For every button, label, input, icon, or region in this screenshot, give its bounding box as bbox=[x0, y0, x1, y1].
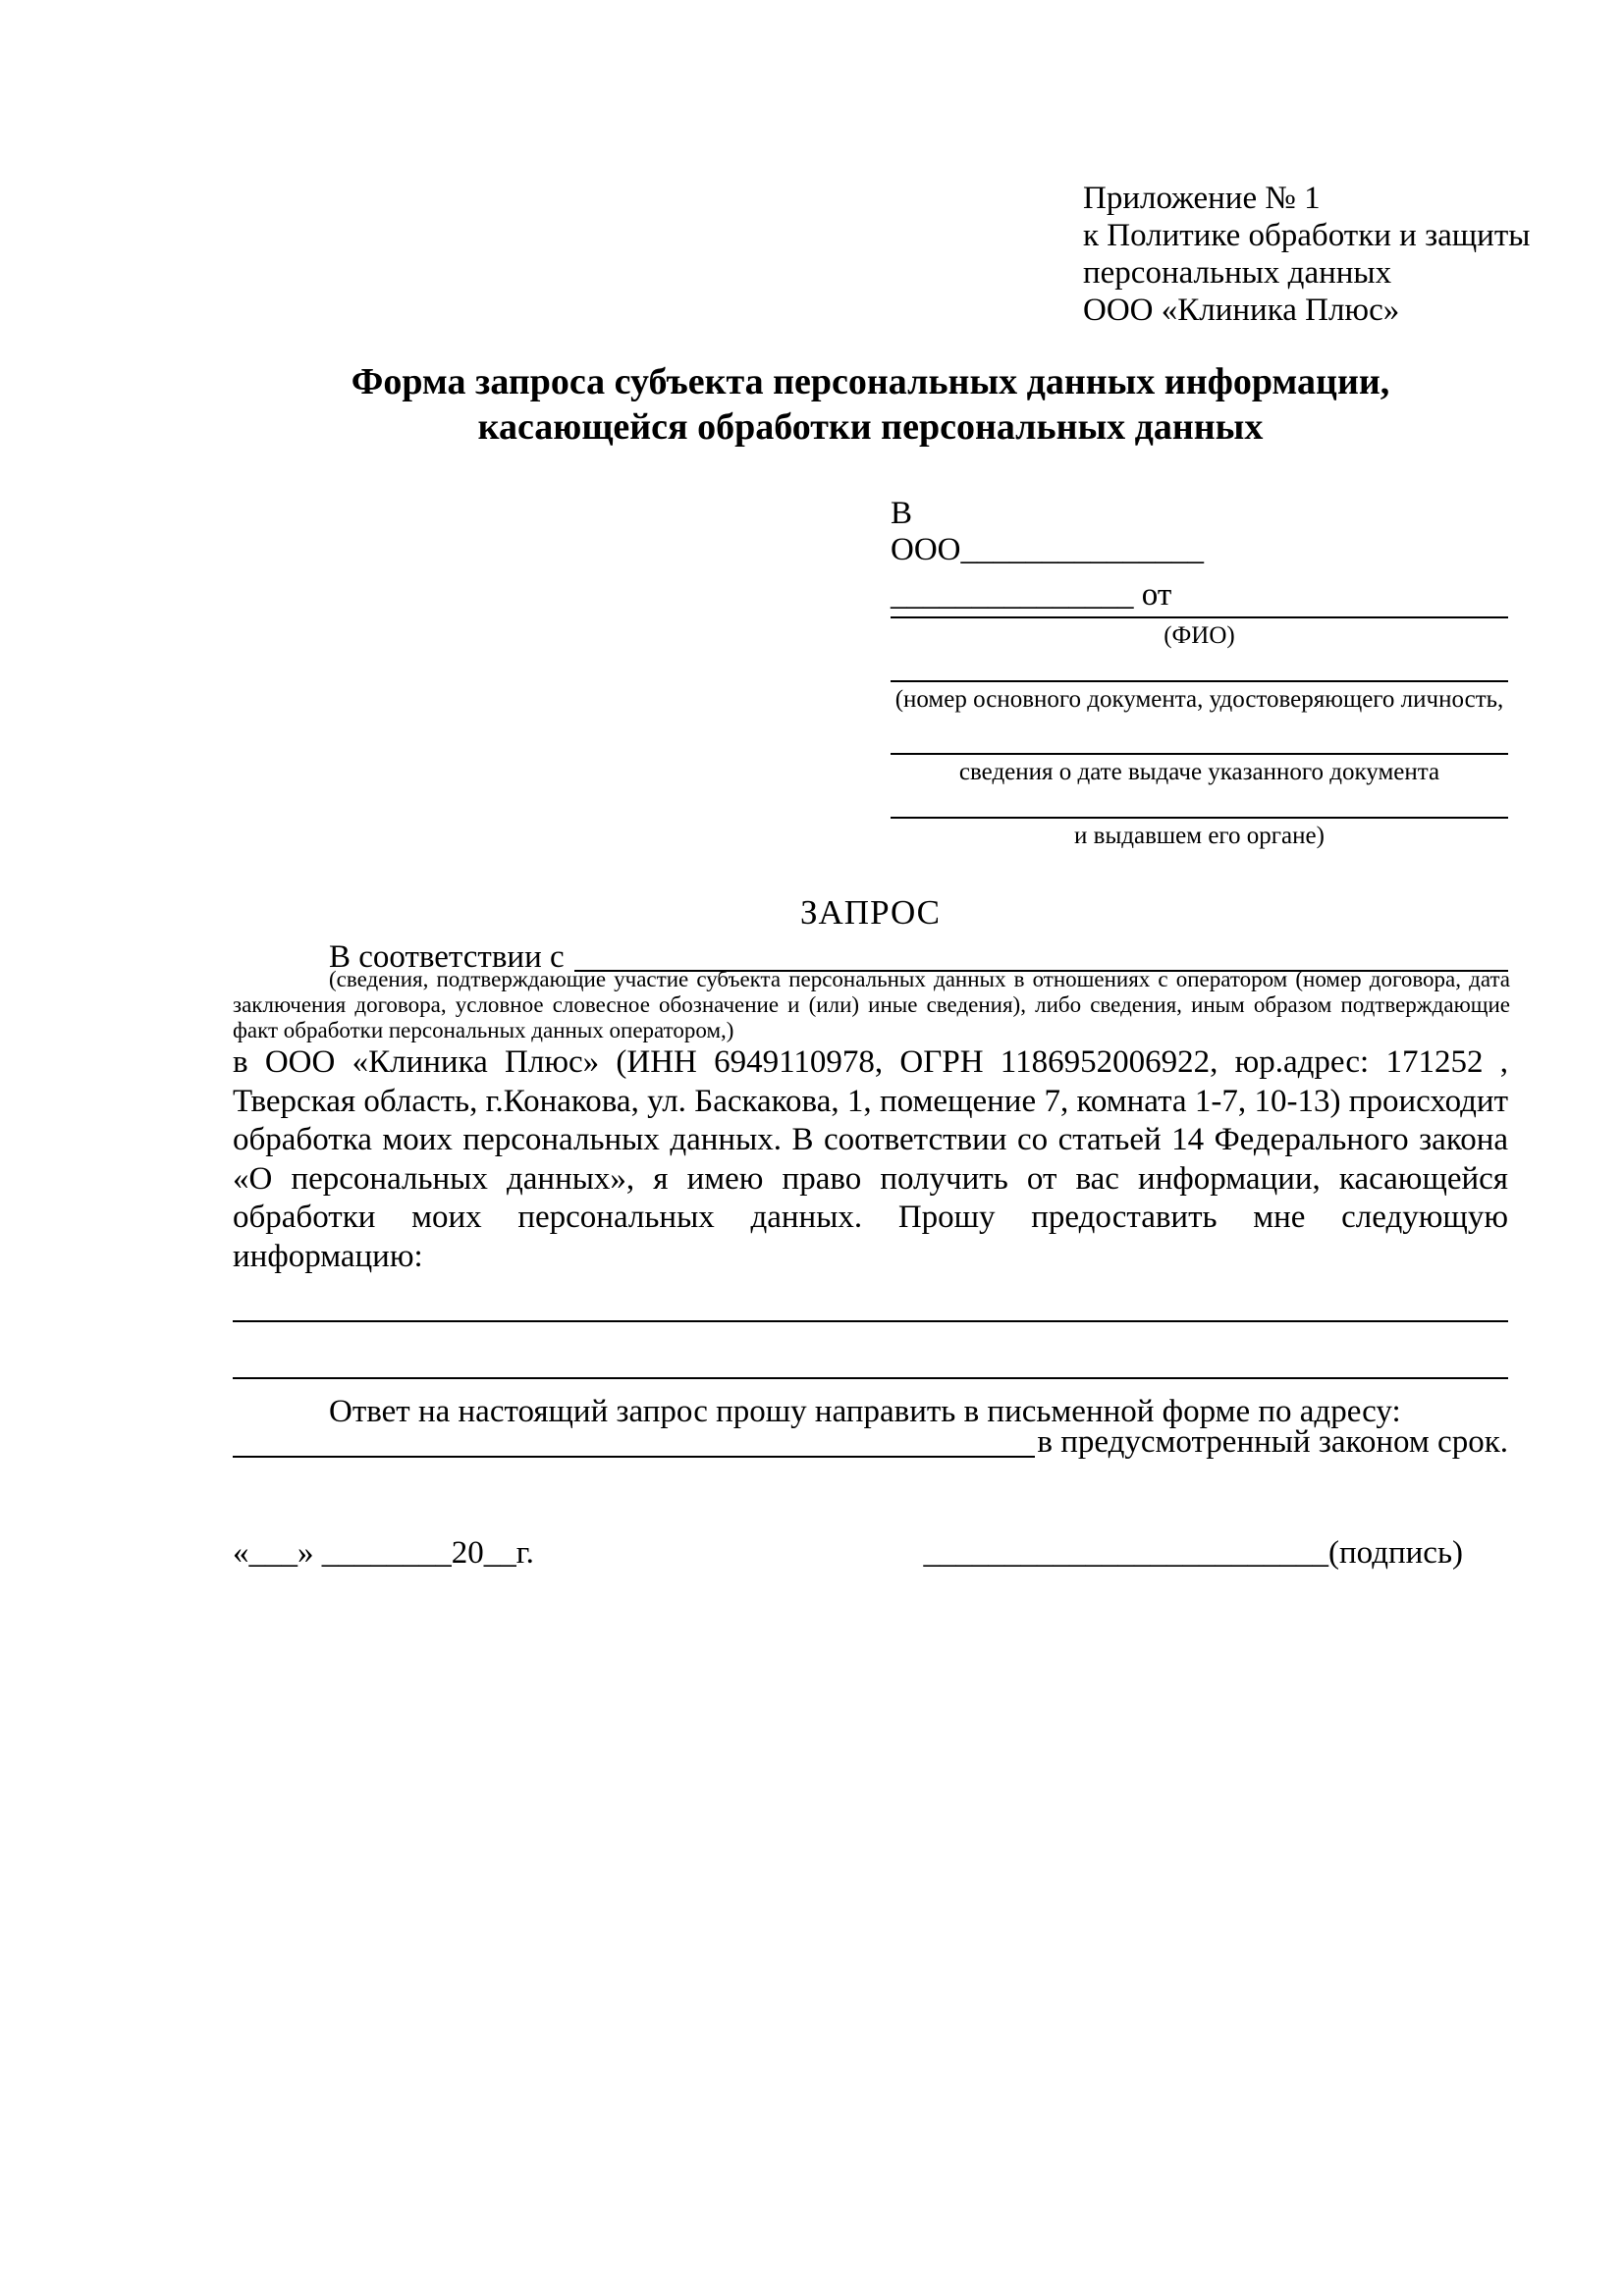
blank-line-doc-date bbox=[891, 753, 1508, 755]
blank-line-signature: _________________________ bbox=[923, 1535, 1328, 1571]
date-blank: «___» ________20__г. bbox=[233, 1535, 534, 1571]
signature-caption: (подпись) bbox=[1328, 1535, 1463, 1571]
caption-doc-issuer: и выдавшем его органе) bbox=[1074, 823, 1325, 849]
appendix-header-line-1: Приложение № 1 bbox=[1083, 181, 1321, 216]
caption-doc-date: сведения о дате выдаче указанного документа bbox=[958, 759, 1440, 785]
caption-doc-number: (номер основного документа, удостоверяющего личность, bbox=[894, 686, 1504, 713]
blank-line-address bbox=[233, 1456, 1035, 1458]
caption-fio: (ФИО) bbox=[1164, 622, 1235, 649]
appendix-header-line-3: персональных данных bbox=[1083, 255, 1392, 291]
appendix-header-line-4: ООО «Клиника Плюс» bbox=[1083, 293, 1400, 328]
addressee-org-blank: ООО_______________ bbox=[891, 532, 1204, 567]
addressee-to-label: В bbox=[891, 496, 913, 531]
signature-area bbox=[924, 1533, 1509, 1573]
reply-suffix: в предусмотренный законом срок. bbox=[1037, 1424, 1508, 1460]
blank-line-fio bbox=[891, 616, 1508, 618]
signature-row bbox=[233, 1533, 1508, 1573]
document-title bbox=[233, 359, 1508, 450]
accordance-note: (сведения, подтверждающие участие субъекта персональных данных в отношениях с оператором (номер договора, дата заключения договора, условное словесное обозначение и (или) иные сведения), либо сведения, иным образом подтверждающие факт обработки персональных данных оператором,) bbox=[233, 967, 1510, 1042]
blank-line-doc-issuer bbox=[891, 817, 1508, 819]
blank-line-doc-number bbox=[891, 680, 1508, 682]
request-body: в ООО «Клиника Плюс» (ИНН 6949110978, ОГРН 1186952006922, юр.адрес: 171252 , Тверская область, г.Конакова, ул. Баскакова, 1, помещение 7, комната 1-7, 10-13) происходит обработка моих персональных данных. В соответствии со статьей 14 Федерального закона «О персональных данных», я имею право получить от вас информации, касающейся обработки моих персональных данных. Прошу предоставить мне следующую информацию: bbox=[233, 1044, 1508, 1274]
accordance-label: В соответствии с bbox=[329, 939, 565, 975]
reply-address-line bbox=[233, 1421, 1508, 1463]
document-title-text: Форма запроса субъекта персональных данных информации, касающейся обработки персональных данных bbox=[351, 361, 1390, 448]
reply-request: Ответ на настоящий запрос прошу направить в письменной форме по адресу: bbox=[329, 1394, 1401, 1429]
blank-line-info-1 bbox=[233, 1320, 1508, 1322]
addressee-from-blank: _______________ от bbox=[891, 577, 1172, 613]
blank-line-info-2 bbox=[233, 1377, 1508, 1379]
addressee-block bbox=[891, 496, 1508, 869]
appendix-header bbox=[1083, 180, 1530, 329]
appendix-header-line-2: к Политике обработки и защиты bbox=[1083, 218, 1531, 253]
request-heading: ЗАПРОС bbox=[799, 893, 942, 932]
